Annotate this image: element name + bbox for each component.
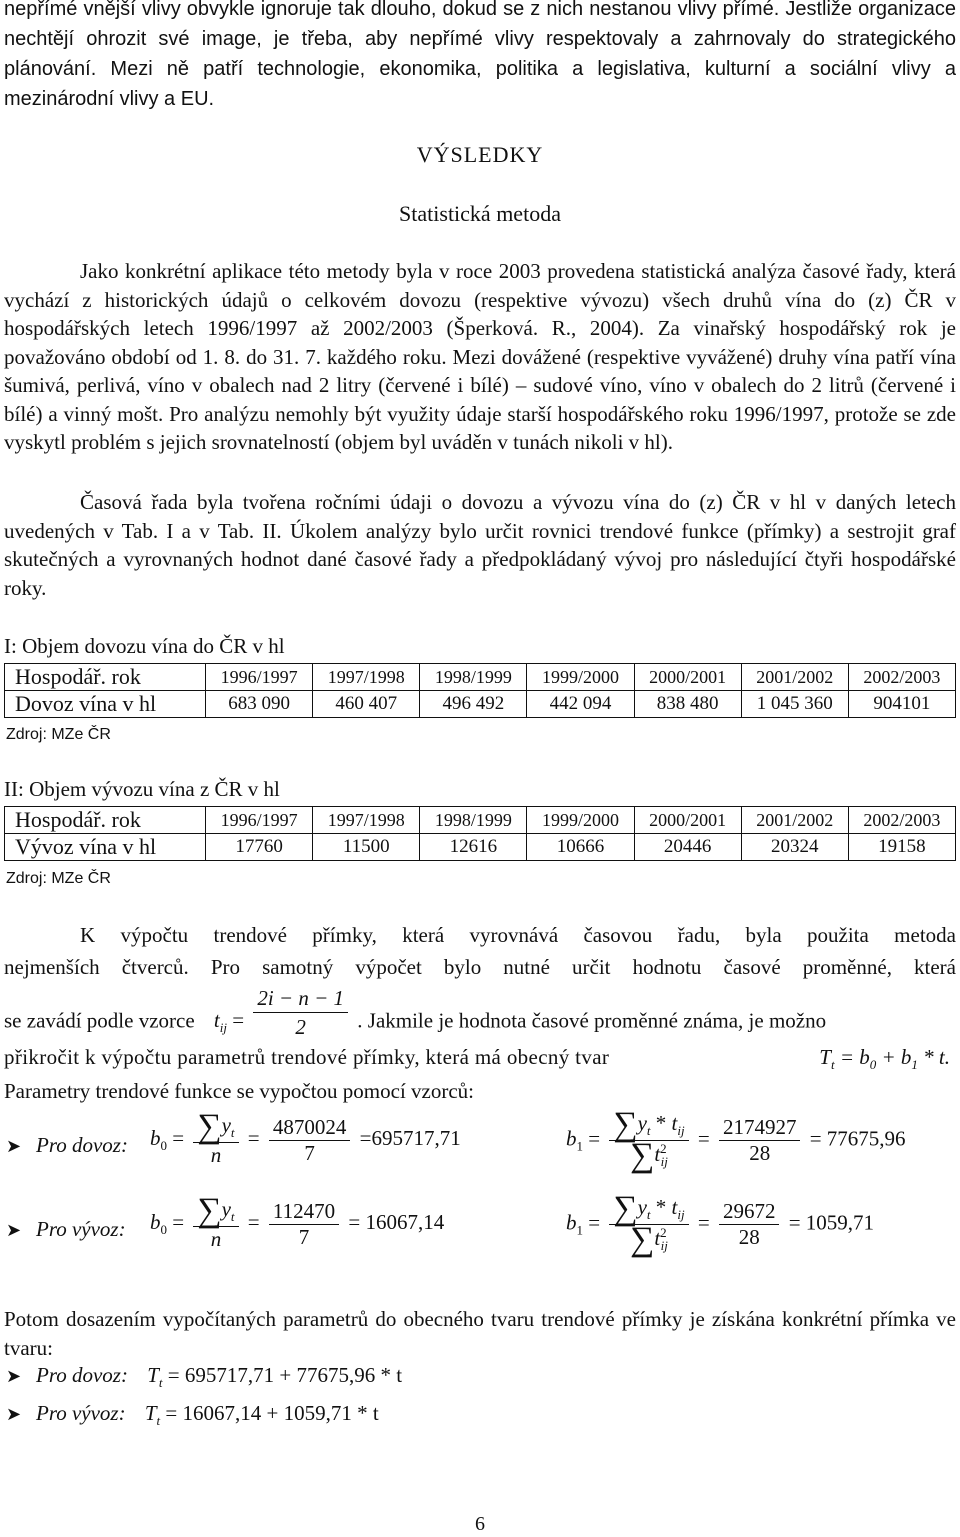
- calc-vyvoz-b1: $b_1$ = $\frac{\sum y_t * t_{ij}}{\sum t^2_{ij}}$ = $\frac{29672}{28}$ = 1059,71: [566, 1190, 875, 1259]
- calc-numerator: 29672: [719, 1199, 780, 1225]
- paragraph-final: Potom dosazením vypočítaných parametrů do obecného tvaru trendové přímky je získána konkrétní přímka ve tvaru:: [4, 1307, 956, 1360]
- table-cell: 1997/1998: [313, 807, 420, 834]
- calc-result: = 16067,14: [348, 1209, 445, 1234]
- formula-lhs: t: [213, 1008, 220, 1033]
- table-cell: 10666: [527, 834, 634, 861]
- calc-dovoz-b1: $b_1$ = $\frac{\sum y_t * t_{ij}}{\sum t^2_{ij}}$ = $\frac{2174927}{28}$ = 77675,96: [566, 1106, 906, 1175]
- table-row: [5, 664, 956, 691]
- table-row: [5, 807, 956, 834]
- table-cell: 904101: [848, 691, 955, 718]
- paragraph-method: Jako konkrétní aplikace této metody byla v roce 2003 provedena statistická analýza časové řady, která vychází z historických údajů o celkovém dovozu (respektive vývozu) všech druhů vína do (z) ČR v hospodářských letech 1996/1997 až 2002/2003 (Šperková. R., 2004). Za vinařský hospodářský rok je považováno období od 1. 8. do 31. 7. každého roku. Mezi dovážené (respektive vyvážené) druhy vína patří vína šumivá, perlivá, víno v obalech nad 2 litry (červené i bílé) – sudové víno, víno v obalech do 2 litrů (červené i bílé) a vinný mošt. Pro analýzu nemohly být využity údaje starší hospodářského roku 1996/1997, protože se zde vyskytl problém s jejich srovnatelností (objem byl uváděn v tunách nikoli v hl).: [4, 259, 956, 454]
- table-cell: 838 480: [634, 691, 741, 718]
- paragraph-least-squares-line5: Parametry trendové funkce se vypočtou pomocí vzorců:: [4, 1079, 475, 1103]
- table-cell: 1998/1999: [420, 807, 527, 834]
- section-title: VÝSLEDKY: [416, 142, 544, 167]
- paragraph-least-squares-line2: nejmenších čtverců. Pro samotný výpočet bylo nutné určit hodnotu časové proměnné, která: [4, 955, 956, 979]
- table-cell: 1999/2000: [527, 664, 634, 691]
- text-fragment: . Jakmile je hodnota časové proměnné známa, je možno: [357, 1008, 827, 1033]
- table-cell: 2002/2003: [848, 807, 955, 834]
- paragraph-time-series: Časová řada byla tvořena ročními údaji o dovozu a vývozu vína do (z) ČR v hl v daných letech uvedených v Tab. I a v Tab. II. Úkolem analýzy bylo určit rovnici trendové funkce (přímky) a sestrojit graf skutečných a vyrovnaných hodnot dané časové řady a předpokládaný vývoj pro následující čtyři hospodářské roky.: [4, 490, 956, 600]
- table-cell: 1997/1998: [313, 664, 420, 691]
- table1-caption: I: Objem dovozu vína do ČR v hl: [4, 634, 285, 658]
- table-row-label: Vývoz vína v hl: [5, 834, 206, 861]
- table-cell: 1 045 360: [741, 691, 848, 718]
- table2-source: Zdroj: MZe ČR: [6, 870, 111, 887]
- calc-numerator: 4870024: [269, 1115, 351, 1141]
- formula-denominator: 2: [295, 1015, 306, 1039]
- paragraph-least-squares-line1: K výpočtu trendové přímky, která vyrovnává časovou řadu, byla použita metoda: [80, 923, 956, 947]
- table-cell: 683 090: [206, 691, 313, 718]
- table-cell: 20446: [634, 834, 741, 861]
- table1-source: Zdroj: MZe ČR: [6, 726, 111, 743]
- table-cell: 1996/1997: [206, 807, 313, 834]
- table-import: [4, 663, 956, 718]
- table-cell: 2000/2001: [634, 664, 741, 691]
- final-vyvoz-rhs: = 16067,14 + 1059,71 * t: [165, 1401, 379, 1425]
- final-dovoz-equation: Pro dovoz: $T_t = 695717,71 + 77675,96 * t$: [36, 1363, 403, 1391]
- calc-dovoz-label: Pro dovoz:: [36, 1133, 128, 1157]
- calc-denominator: 7: [298, 1224, 310, 1249]
- final-vyvoz-label: Pro vývoz:: [36, 1401, 126, 1425]
- table-cell: 2002/2003: [848, 664, 955, 691]
- table-row: [5, 691, 956, 718]
- calc-result: = 77675,96: [809, 1126, 906, 1151]
- final-dovoz-rhs: = 695717,71 + 77675,96 * t: [167, 1363, 403, 1387]
- bullet-arrow-icon: ➤: [6, 1404, 22, 1424]
- calc-numerator: 2174927: [719, 1115, 801, 1141]
- table-cell: 20324: [741, 834, 848, 861]
- bullet-arrow-icon: ➤: [6, 1366, 22, 1386]
- calc-result: = 1059,71: [788, 1210, 875, 1235]
- intro-paragraph: nepřímé vnější vlivy obvykle ignoruje tak dlouho, dokud se z nich nestanou vlivy přímé. Jestliže organizace nechtějí ohrozit své image, je třeba, aby nepřímé vlivy respektovaly a zahrnovaly do strategického plánování. Mezi ně patří technologie, ekonomika, politika a legislativa, kulturní a sociální vlivy a mezinárodní vlivy a EU.: [4, 0, 956, 110]
- bullet-arrow-icon: ➤: [6, 1136, 22, 1156]
- table-cell: 17760: [206, 834, 313, 861]
- formula-tij: $t_{ij}$ = $\frac{2i - n - 1}{2}$: [214, 1008, 357, 1032]
- paragraph-least-squares-line4: [4, 1043, 956, 1071]
- table-cell: 460 407: [313, 691, 420, 718]
- calc-result: =695717,71: [359, 1125, 461, 1150]
- calc-vyvoz-label: Pro vývoz:: [36, 1217, 126, 1241]
- table-cell: 1996/1997: [206, 664, 313, 691]
- calc-denominator: 7: [304, 1140, 315, 1165]
- formula-fraction: [253, 984, 348, 1041]
- table-row-label: Hospodář. rok: [5, 807, 206, 834]
- final-vyvoz-equation: Pro vývoz: $T_t = 16067,14 + 1059,71 * t$: [36, 1401, 379, 1429]
- calc-numerator: 112470: [269, 1199, 339, 1225]
- formula-sub: ij: [219, 1020, 227, 1036]
- table-cell: 496 492: [420, 691, 527, 718]
- table-row-label: Dovoz vína v hl: [5, 691, 206, 718]
- formula-numerator: 2i − n − 1: [253, 984, 348, 1013]
- table-export: [4, 806, 956, 861]
- table-cell: 2000/2001: [634, 807, 741, 834]
- subsection-title: Statistická metoda: [399, 201, 561, 226]
- calc-denominator: 28: [749, 1141, 771, 1166]
- calc-denominator: 28: [738, 1225, 760, 1250]
- table-cell: 2001/2002: [741, 664, 848, 691]
- text-fragment: přikročit k výpočtu parametrů trendové přímky, která má obecný tvar: [4, 1045, 610, 1069]
- table2-caption: II: Objem vývozu vína z ČR v hl: [4, 777, 280, 801]
- calc-dovoz-b0: $b_0$ = $\frac{\sum y_t}{n}$ = $\frac{4870024}{7}$ =695717,71: [150, 1108, 461, 1167]
- table-cell: 12616: [420, 834, 527, 861]
- final-dovoz-label: Pro dovoz:: [36, 1363, 128, 1387]
- bullet-arrow-icon: ➤: [6, 1220, 22, 1240]
- table-cell: 11500: [313, 834, 420, 861]
- table-row: [5, 834, 956, 861]
- table-cell: 442 094: [527, 691, 634, 718]
- table-cell: 1998/1999: [420, 664, 527, 691]
- table-cell: 1999/2000: [527, 807, 634, 834]
- text-fragment: se zavádí podle vzorce: [4, 1008, 195, 1033]
- table-cell: 19158: [848, 834, 955, 861]
- page-number: 6: [475, 1513, 485, 1535]
- table-cell: 2001/2002: [741, 807, 848, 834]
- formula-general: $T_t = b_0 + b_1 * t$.: [819, 1045, 950, 1073]
- table-row-label: Hospodář. rok: [5, 664, 206, 691]
- calc-vyvoz-b0: $b_0$ = $\frac{\sum y_t}{n}$ = $\frac{112470}{7}$ = 16067,14: [150, 1192, 445, 1251]
